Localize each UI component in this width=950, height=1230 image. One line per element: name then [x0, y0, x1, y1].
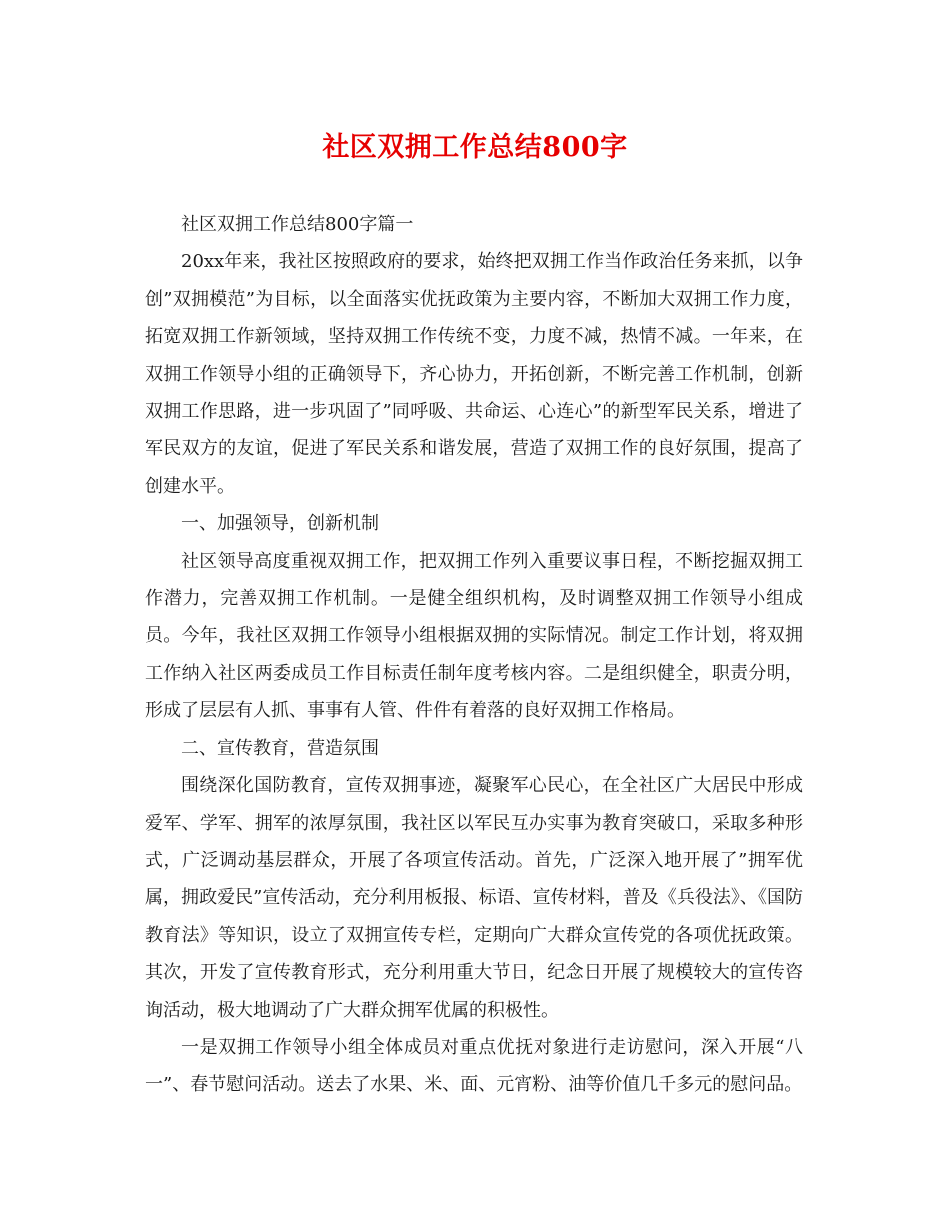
document-title: 社区双拥工作总结800字 [322, 132, 628, 163]
document-body [145, 206, 803, 1104]
section-heading-2: 二、宣传教育，营造氛围 [181, 737, 379, 759]
paragraph-publicity: 围绕深化国防教育，宣传双拥事迹，凝聚军心民心，在全社区广大居民中形成爱军、学军、拥军的浓厚氛围，我社区以军民互办实事为教育突破口，采取多种形式，广泛调动基层群众，开展了各项宣传活动。首先，广泛深入地开展了”拥军优属，拥政爱民”宣传活动，充分利用板报、标语、宣传材料，普及《兵役法》、《国防教育法》等知识，设立了双拥宣传专栏，定期向广大群众宣传党的各项优抚政策。其次，开发了宣传教育形式，充分利用重大节日，纪念日开展了规模较大的宣传咨询活动，极大地调动了广大群众拥军优属的积极性。 [145, 775, 803, 1021]
section-subtitle: 社区双拥工作总结800字篇一 [181, 214, 414, 235]
paragraph-visits: 一是双拥工作领导小组全体成员对重点优抚对象进行走访慰问，深入开展“八一”、春节慰问活动。送去了水果、米、面、元宵粉、油等价值几千多元的慰问品。 [145, 1036, 803, 1096]
paragraph-intro: 20xx年来，我社区按照政府的要求，始终把双拥工作当作政治任务来抓，以争创”双拥模范”为目标，以全面落实优抚政策为主要内容，不断加大双拥工作力度，拓宽双拥工作新领域，坚持双拥工作传统不变，力度不减，热情不减。一年来，在双拥工作领导小组的正确领导下，齐心协力，开拓创新，不断完善工作机制，创新双拥工作思路，进一步巩固了”同呼吸、共命运、心连心”的新型军民关系，增进了军民双方的友谊，促进了军民关系和谐发展，营造了双拥工作的良好氛围，提高了创建水平。 [145, 251, 803, 497]
section-heading-1: 一、加强领导，创新机制 [181, 513, 379, 535]
paragraph-leadership: 社区领导高度重视双拥工作，把双拥工作列入重要议事日程，不断挖掘双拥工作潜力，完善双拥工作机制。一是健全组织机构，及时调整双拥工作领导小组成员。今年，我社区双拥工作领导小组根据双拥的实际情况。制定工作计划，将双拥工作纳入社区两委成员工作目标责任制年度考核内容。二是组织健全，职责分明，形成了层层有人抓、事事有人管、件件有着落的良好双拥工作格局。 [145, 550, 803, 722]
